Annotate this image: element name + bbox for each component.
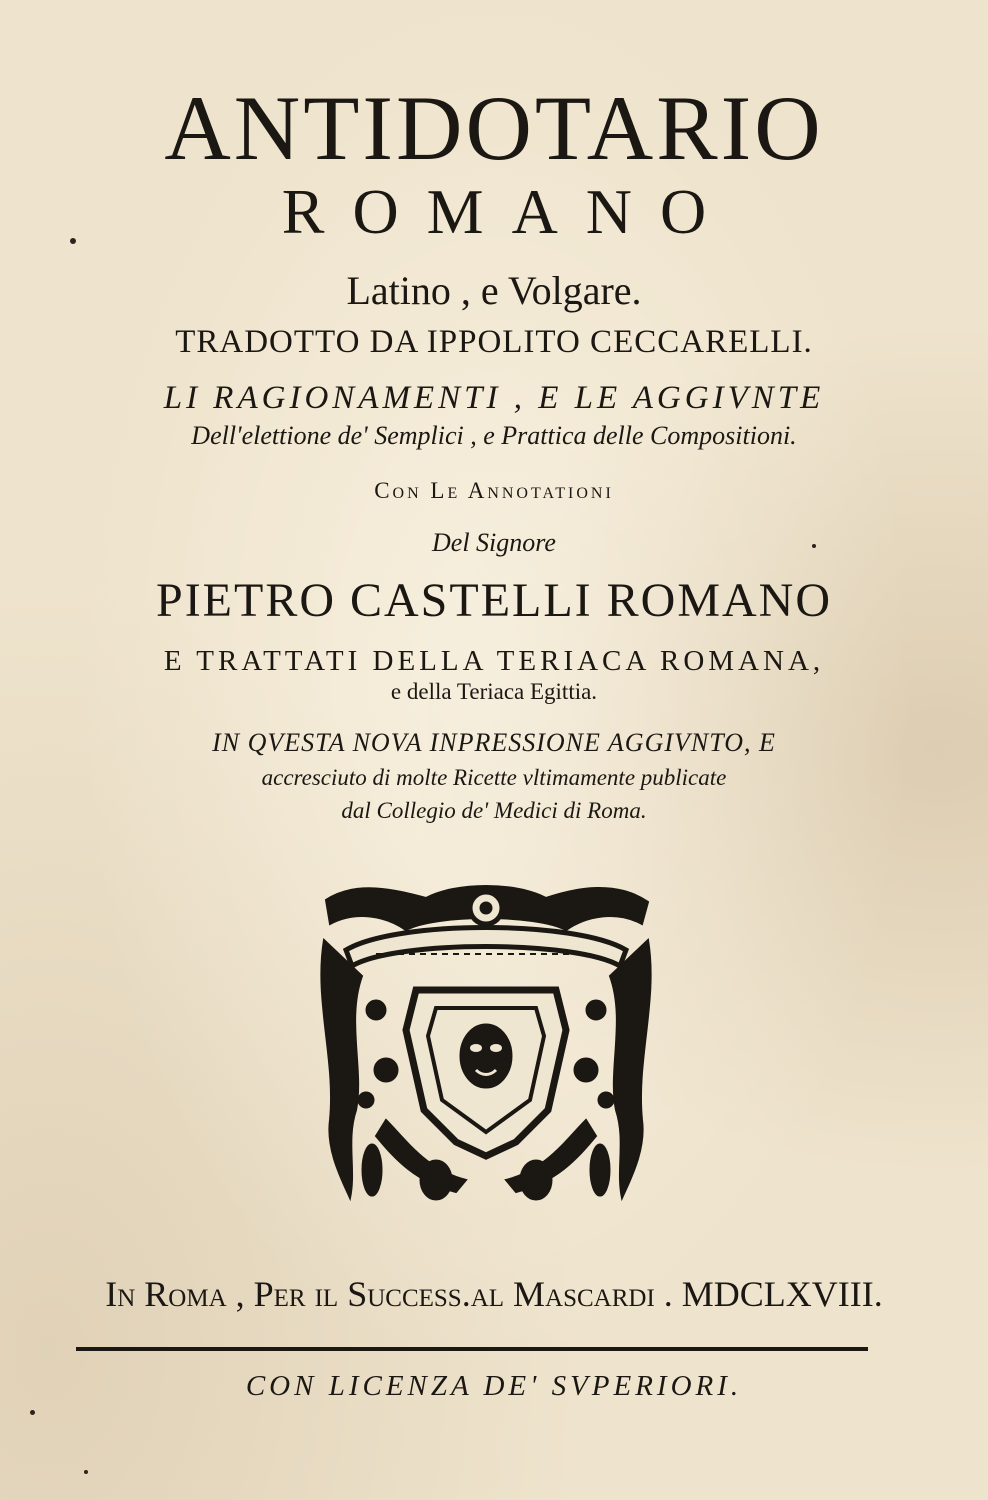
translator-line: TRADOTTO DA IPPOLITO CECCARELLI. — [175, 324, 813, 360]
egittia-line: e della Teriaca Egittia. — [390, 679, 598, 704]
annotationi-line: Con Le Annotationi — [374, 478, 614, 503]
elettione-line: Dell'elettione de' Semplici , e Prattica delle Compositioni. — [191, 421, 797, 450]
printer-device-woodcut-icon — [316, 880, 656, 1202]
title-line-1: ANTIDOTARIO — [164, 77, 824, 179]
subtitle: Latino , e Volgare. — [346, 268, 642, 313]
ragionamenti-line: LI RAGIONAMENTI , E LE AGGIVNTE — [163, 380, 825, 416]
impressione-line: IN QVESTA NOVA INPRESSIONE AGGIVNTO, E — [212, 728, 776, 757]
licenza-line: CON LICENZA DE' SVPERIORI. — [245, 1370, 743, 1402]
ink-speck — [70, 238, 76, 244]
collegio-line: dal Collegio de' Medici di Roma. — [341, 798, 647, 823]
ink-speck — [812, 544, 816, 548]
signore-line: Del Signore — [432, 528, 556, 557]
imprint-line: In Roma , Per il Success.al Mascardi . MDCLXVIII. — [105, 1274, 883, 1314]
divider-rule — [76, 1347, 868, 1351]
trattati-line: E TRATTATI DELLA TERIACA ROMANA, — [163, 645, 825, 677]
ink-speck — [84, 1470, 88, 1474]
ink-speck — [30, 1410, 35, 1415]
author-name: PIETRO CASTELLI ROMANO — [156, 574, 832, 627]
title-line-2: ROMANO — [281, 176, 735, 247]
accresciuto-line: accresciuto di molte Ricette vltimamente publicate — [261, 765, 727, 790]
